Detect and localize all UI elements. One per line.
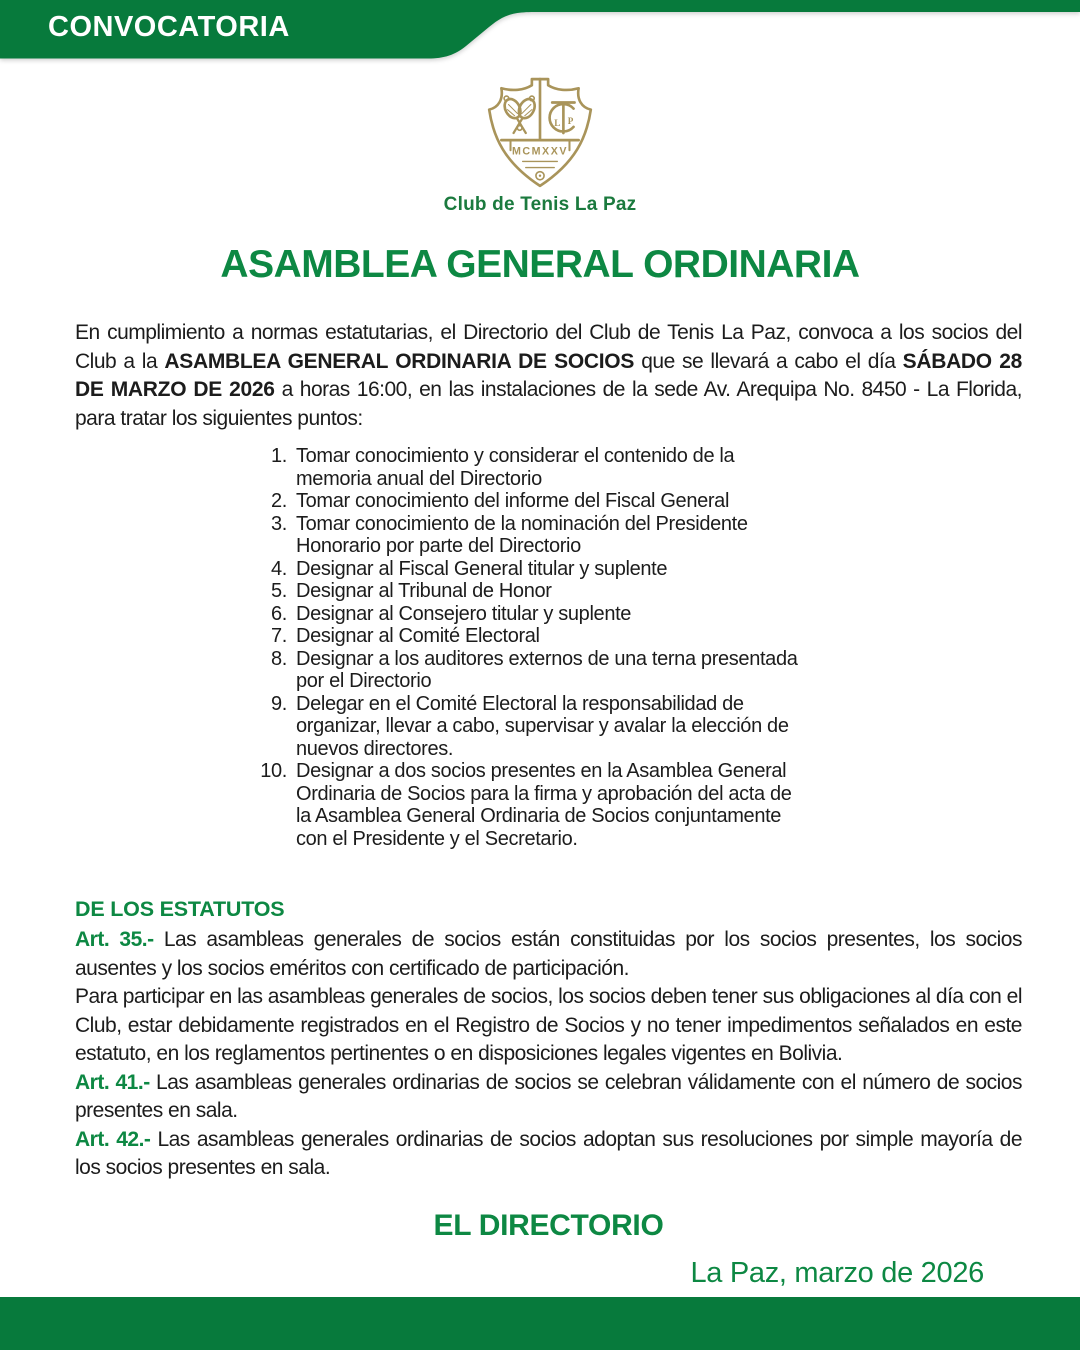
agenda-item-number: 5. bbox=[271, 580, 287, 602]
agenda-item-number: 1. bbox=[271, 445, 287, 467]
agenda-item-number: 8. bbox=[271, 647, 287, 670]
tennis-rackets-icon bbox=[501, 96, 537, 133]
agenda-item bbox=[251, 625, 1022, 648]
article-35-label: Art. 35.- bbox=[75, 928, 164, 951]
intro-bold-date: SÁBADO 28 DE MARZO DE 2026 bbox=[75, 349, 1023, 401]
agenda-item-number: 10. bbox=[260, 760, 287, 782]
intro-text-3: a horas 16:00, en las instalaciones de la sede Av. Arequipa No. 8450 - La Florida, para tratar los siguientes puntos: bbox=[75, 378, 1022, 430]
agenda-item-text: Tomar conocimiento de la nominación del Presidente Honorario por parte del Directorio bbox=[296, 512, 748, 557]
agenda-item bbox=[251, 648, 1022, 693]
article-41 bbox=[75, 1069, 1022, 1126]
article-participation bbox=[75, 983, 1022, 1069]
banner bbox=[0, 0, 1080, 60]
agenda-item-text: Designar al Comité Electoral bbox=[296, 625, 540, 647]
agenda-item-text: Designar a los auditores externos de una terna presentada por el Directorio bbox=[296, 647, 798, 692]
agenda-item bbox=[251, 760, 1022, 850]
estatutos-heading: DE LOS ESTATUTOS bbox=[75, 897, 285, 921]
agenda-item bbox=[251, 558, 1022, 581]
banner-title: CONVOCATORIA bbox=[48, 11, 290, 43]
agenda-item bbox=[251, 603, 1022, 626]
article-42-text: Las asambleas generales ordinarias de socios adoptan sus resoluciones por simple mayoría de los socios presentes en sala. bbox=[75, 1127, 1022, 1179]
agenda-item-text: Tomar conocimiento y considerar el contenido de la memoria anual del Directorio bbox=[296, 445, 735, 490]
agenda-item-text: Tomar conocimiento del informe del Fiscal General bbox=[296, 490, 730, 512]
signature-directorio: EL DIRECTORIO bbox=[433, 1208, 664, 1242]
monogram-l: L bbox=[554, 117, 561, 128]
agenda-item-number: 4. bbox=[271, 557, 287, 580]
monogram-p: P bbox=[567, 115, 574, 126]
agenda-item-number: 9. bbox=[271, 692, 287, 715]
agenda-item-text: Delegar en el Comité Electoral la responsabilidad de organizar, llevar a cabo, supervisar y avalar la elección de nuevos directores. bbox=[296, 692, 789, 760]
agenda-item-text: Designar a dos socios presentes en la Asamblea General Ordinaria de Socios para la firma y aprobación del acta de la Asamblea General Ordinaria de Socios conjuntamente con el Presidente y el Secretario. bbox=[296, 760, 792, 850]
founding-year: MCMXXV bbox=[512, 145, 568, 158]
agenda-item-text: Designar al Consejero titular y suplente bbox=[296, 602, 632, 625]
agenda-item-text: Designar al Fiscal General titular y suplente bbox=[296, 557, 668, 580]
agenda-item bbox=[251, 490, 1022, 513]
article-41-text: Las asambleas generales ordinarias de socios se celebran válidamente con el número de socios presentes en sala. bbox=[75, 1070, 1022, 1122]
estatutos-section bbox=[75, 897, 1022, 1183]
intro-text-1: En cumplimiento a normas estatutarias, el Directorio del Club de Tenis La Paz, convoca a los socios del Club a la bbox=[75, 321, 1022, 373]
agenda-item-number: 3. bbox=[271, 512, 287, 535]
page-title: ASAMBLEA GENERAL ORDINARIA bbox=[220, 243, 860, 286]
agenda-item-number: 7. bbox=[271, 625, 287, 647]
intro-paragraph bbox=[75, 319, 1022, 433]
article-42-label: Art. 42.- bbox=[75, 1127, 158, 1151]
article-35-text: Las asambleas generales de socios están constituidas por los socios presentes, los socios ausentes y los socios eméritos con certificado de participación. bbox=[75, 928, 1022, 980]
agenda-item-number: 2. bbox=[271, 490, 287, 512]
article-42 bbox=[75, 1126, 1022, 1183]
agenda-item bbox=[251, 580, 1022, 603]
document-body bbox=[75, 319, 1022, 1290]
article-35 bbox=[75, 926, 1022, 983]
agenda-item-text: Designar al Tribunal de Honor bbox=[296, 580, 552, 602]
dateline: La Paz, marzo de 2026 bbox=[690, 1256, 984, 1289]
agenda-item bbox=[251, 445, 1022, 490]
article-41-label: Art. 41.- bbox=[75, 1070, 157, 1094]
club-logo bbox=[0, 75, 1080, 216]
club-name-caption: Club de Tenis La Paz bbox=[443, 194, 637, 215]
agenda-item-number: 6. bbox=[271, 602, 287, 625]
ctp-monogram bbox=[550, 103, 575, 134]
article-participation-text: Para participar en las asambleas generales de socios, los socios deben tener sus obligaciones al día con el Club, estar debidamente registrados en el Registro de Socios y no tener impedimentos señalados en este estatuto, en los reglamentos pertinentes o en disposiciones legales vigentes en Bolivia. bbox=[75, 985, 1022, 1065]
club-crest-icon bbox=[479, 75, 601, 191]
intro-text-2: que se llevará a cabo el día bbox=[634, 349, 903, 373]
agenda-item bbox=[251, 513, 1022, 558]
intro-bold-assembly: ASAMBLEA GENERAL ORDINARIA DE SOCIOS bbox=[164, 349, 635, 373]
footer-band bbox=[0, 1297, 1080, 1350]
agenda-item bbox=[251, 693, 1022, 761]
agenda-list bbox=[251, 445, 1022, 850]
